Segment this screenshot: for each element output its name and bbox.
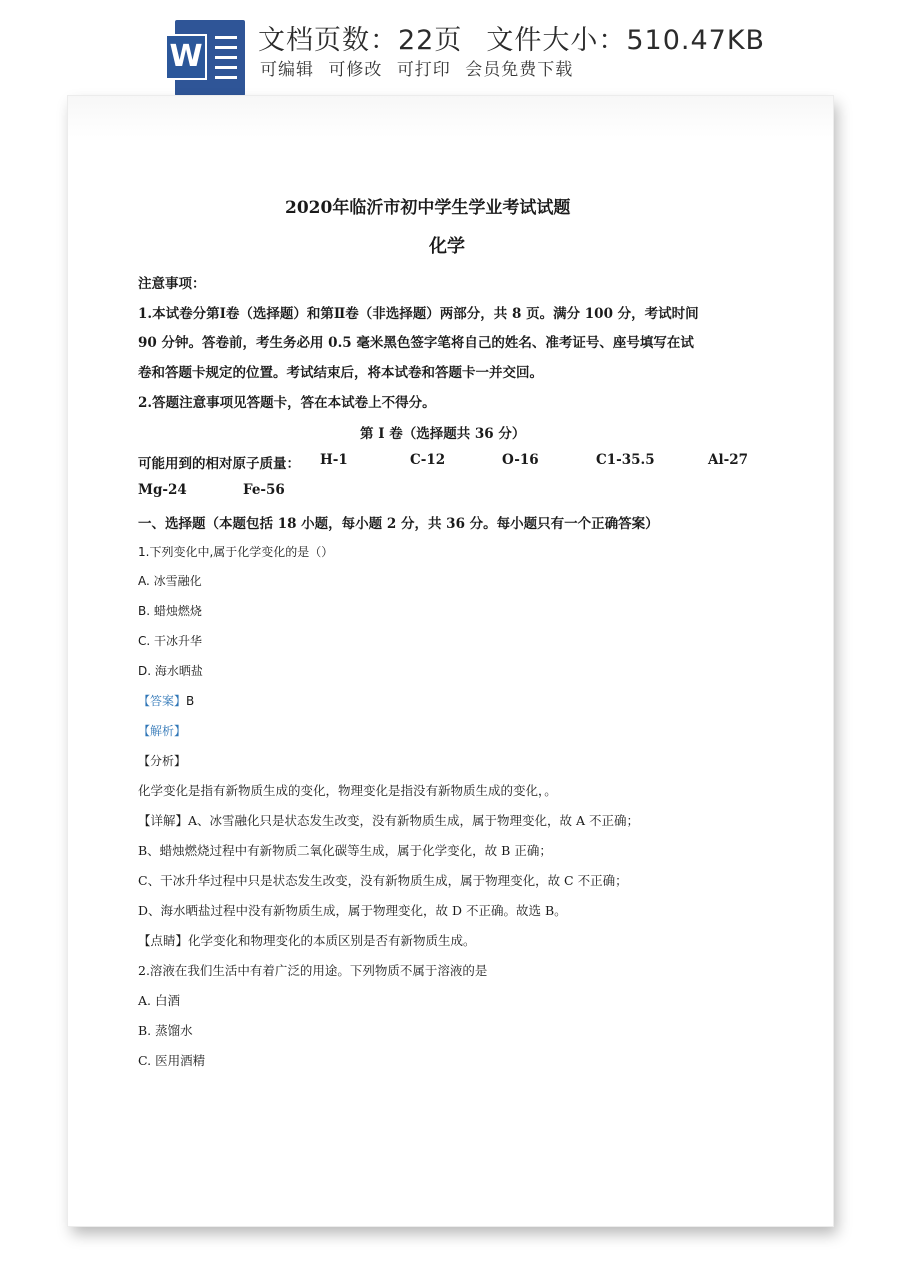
atomic-fe: Fe-56 xyxy=(243,482,285,498)
atomic-h: H-1 xyxy=(320,452,348,468)
file-size: 文件大小：510.47KB xyxy=(486,25,766,56)
notice-1-line2: 90 分钟。答卷前，考生务必用 0.5 毫米黑色签字笔将自己的姓名、准考证号、座号填写在试 xyxy=(138,335,694,351)
q2-stem: 2.溶液在我们生活中有着广泛的用途。下列物质不属于溶液的是 xyxy=(138,963,488,978)
detail-tag: 【详解】 xyxy=(138,813,189,828)
q1-option-d: D. 海水晒盐 xyxy=(138,664,203,678)
q1-stem: 1.下列变化中,属于化学变化的是（） xyxy=(138,545,334,559)
q1-option-b: B. 蜡烛燃烧 xyxy=(138,604,202,618)
feature-modifiable: 可修改 xyxy=(328,60,383,80)
detail-d: D、海水晒盐过程中没有新物质生成，属于物理变化，故 D 不正确。故选 B。 xyxy=(138,903,567,918)
q1-option-a: A. 冰雪融化 xyxy=(138,574,202,588)
notice-1-line1: 1.本试卷分第Ⅰ卷（选择题）和第Ⅱ卷（非选择题）两部分，共 8 页。满分 100 分，考试时间 xyxy=(138,306,699,322)
q2-option-a: A. 白酒 xyxy=(138,993,180,1008)
subject-title: 化学 xyxy=(429,236,465,257)
file-info xyxy=(258,18,765,57)
exam-title: 2020年临沂市初中学生学业考试试题 xyxy=(285,198,571,218)
feature-free-download: 会员免费下载 xyxy=(465,60,574,80)
notice-heading: 注意事项： xyxy=(138,276,206,292)
notice-2: 2.答题注意事项见答题卡，答在本试卷上不得分。 xyxy=(138,395,436,411)
detail-a-line xyxy=(138,811,639,829)
fenxi-tag: 【分析】 xyxy=(138,754,187,768)
download-banner xyxy=(0,0,900,96)
atomic-label: 可能用到的相对原子质量： xyxy=(138,456,300,472)
section-heading: 一、选择题（本题包括 18 小题，每小题 2 分，共 36 分。每小题只有一个正确答案） xyxy=(138,516,659,532)
part-heading: 第 I 卷（选择题共 36 分） xyxy=(360,426,526,442)
analysis-tag: 【解析】 xyxy=(138,724,187,738)
feature-list xyxy=(260,55,581,80)
atomic-cl: C1-35.5 xyxy=(596,452,655,468)
atomic-al: Al-27 xyxy=(708,452,748,468)
q2-option-c: C. 医用酒精 xyxy=(138,1053,206,1068)
notice-1-line3: 卷和答题卡规定的位置。考试结束后，将本试卷和答题卡一并交回。 xyxy=(138,365,543,381)
detail-c: C、干冰升华过程中只是状态发生改变，没有新物质生成，属于物理变化，故 C 不正确； xyxy=(138,873,628,888)
answer-value: B xyxy=(186,694,195,708)
detail-b: B、蜡烛燃烧过程中有新物质二氧化碳等生成，属于化学变化，故 B 正确； xyxy=(138,843,552,858)
fenxi-text: 化学变化是指有新物质生成的变化，物理变化是指没有新物质生成的变化，。 xyxy=(138,783,557,798)
feature-editable: 可编辑 xyxy=(260,60,314,80)
dianjing-tag: 【点睛】 xyxy=(138,933,189,948)
page-top-edge xyxy=(68,96,833,138)
q1-answer-line xyxy=(138,692,194,709)
feature-printable: 可打印 xyxy=(396,60,451,80)
atomic-o: O-16 xyxy=(502,452,539,468)
word-doc-icon xyxy=(165,20,245,96)
page-count: 文档页数：22页 xyxy=(258,25,463,56)
dianjing-text: 化学变化和物理变化的本质区别是否有新物质生成。 xyxy=(188,933,476,948)
dianjing-line xyxy=(138,931,476,949)
word-letter: W xyxy=(165,34,207,80)
atomic-mg: Mg-24 xyxy=(138,482,187,498)
detail-a: A、冰雪融化只是状态发生改变，没有新物质生成，属于物理变化，故 A 不正确； xyxy=(188,813,640,828)
q2-option-b: B. 蒸馏水 xyxy=(138,1023,193,1038)
answer-tag: 【答案】 xyxy=(138,694,187,708)
q1-option-c: C. 干冰升华 xyxy=(138,634,203,648)
atomic-c: C-12 xyxy=(410,452,446,468)
